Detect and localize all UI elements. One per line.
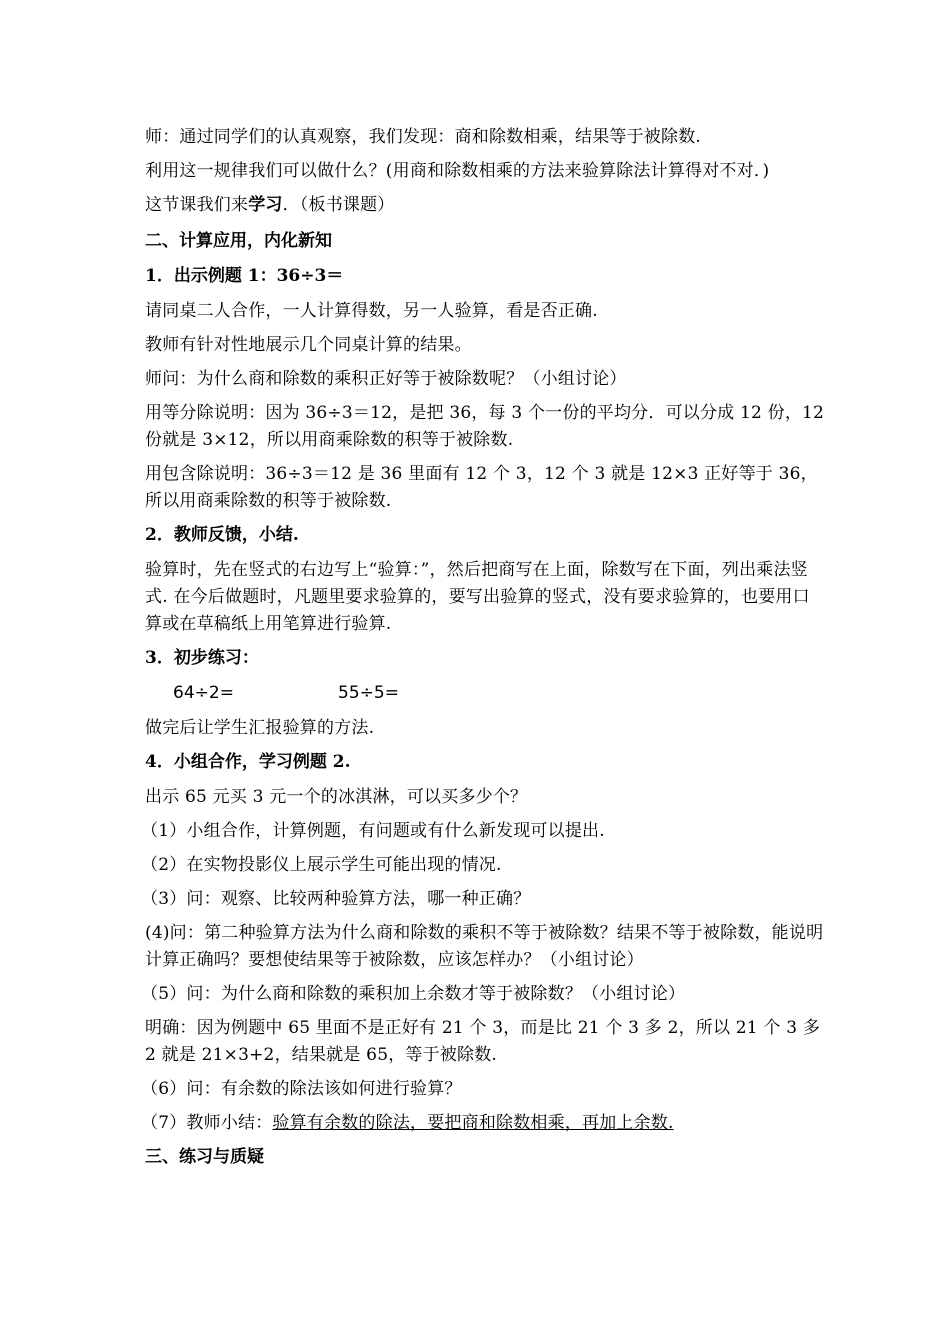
lesson-intro-bold: 学习 [248,195,283,215]
item-1-heading: 1．出示例题 1：36÷3＝ [145,266,344,286]
section-2-heading: 二、计算应用，内化新知 [145,231,332,251]
item-4-step-3: （3）问：观察、比较两种验算方法，哪一种正确？ [141,889,531,909]
item-4-paragraph-1: 出示 65 元买 3 元一个的冰淇淋，可以买多少个？ [145,787,528,807]
item-1-paragraph-5: 用包含除说明：36÷3＝12 是 36 里面有 12 个 3，12 个 3 就是 12×3 正好等于 36，所以用商乘除数的积等于被除数. [145,464,818,511]
item-4-paragraph-2: 明确：因为例题中 65 里面不是正好有 21 个 3，而是比 21 个 3 多 2，所以 21 个 3 多 2 就是 21×3+2，结果就是 65，等于被除数. [145,1018,821,1065]
item-1-paragraph-1: 请同桌二人合作，一人计算得数，另一人验算，看是否正确. [145,301,598,321]
item-3-paragraph-1: 做完后让学生汇报验算的方法. [145,718,375,738]
item-4-step-4: (4)问：第二种验算方法为什么商和除数的乘积不等于被除数？结果不等于被除数，能说明计算正确吗？要想使结果等于被除数，应该怎样办？（小组讨论） [145,923,824,970]
item-4-step-2: （2）在实物投影仪上展示学生可能出现的情况. [141,855,502,875]
item-4-heading: 4．小组合作，学习例题 2. [145,752,351,772]
paragraph-rule-usage: 利用这一规律我们可以做什么？(用商和除数相乘的方法来验算除法计算得对不对．) [145,161,770,181]
step-7-prefix: （7）教师小结： [141,1113,273,1133]
paragraph-teacher-observation: 师：通过同学们的认真观察，我们发现：商和除数相乘，结果等于被除数. [145,127,702,147]
item-4-step-5: （5）问：为什么商和除数的乘积加上余数才等于被除数？（小组讨论） [141,984,686,1004]
item-1-paragraph-4: 用等分除说明：因为 36÷3＝12，是把 36，每 3 个一份的平均分．可以分成 12 份，12 份就是 3×12，所以用商乘除数的积等于被除数. [145,403,825,450]
exercise-2: 55÷5= [338,683,399,703]
document-body [141,124,825,1179]
item-4-step-7 [141,1110,825,1137]
item-3-heading: 3．初步练习： [145,648,259,668]
section-3-heading: 三、练习与质疑 [145,1147,264,1167]
paragraph-lesson-intro [145,192,825,219]
item-1-paragraph-2: 教师有针对性地展示几个同桌计算的结果。 [145,335,472,355]
lesson-intro-suffix: ．（板书课题） [282,195,395,215]
item-4-step-1: （1）小组合作，计算例题，有问题或有什么新发现可以提出. [141,821,605,841]
item-2-paragraph-1: 验算时，先在竖式的右边写上“验算：”，然后把商写在上面，除数写在下面，列出乘法竖式. 在今后做题时，凡题里要求验算的，要写出验算的竖式，没有要求验算的，也要用口算或在草稿纸上用笔算进行验算. [145,560,810,634]
item-2-heading: 2．教师反馈，小结. [145,525,299,545]
item-4-step-6: （6）问：有余数的除法该如何进行验算？ [141,1079,462,1099]
item-1-paragraph-3: 师问：为什么商和除数的乘积正好等于被除数呢？（小组讨论） [145,369,627,389]
step-7-summary-underlined: 验算有余数的除法，要把商和除数相乘，再加上余数. [272,1113,674,1133]
lesson-intro-prefix: 这节课我们来 [145,195,249,215]
exercise-1: 64÷2= [173,683,234,703]
exercise-row [145,680,825,707]
